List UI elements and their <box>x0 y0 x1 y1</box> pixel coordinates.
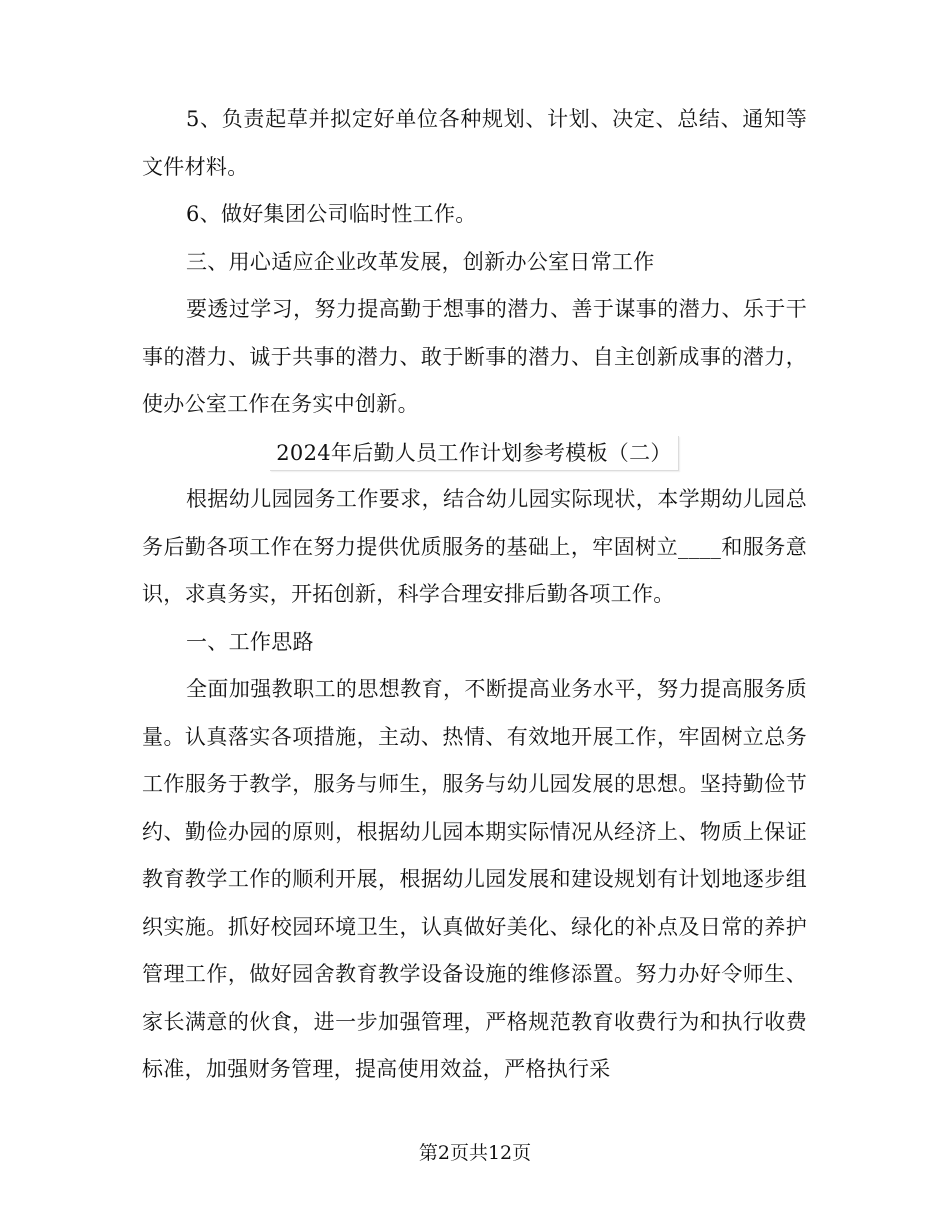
section-title-wrapper <box>142 429 807 477</box>
section-title: 2024年后勤人员工作计划参考模板（二） <box>270 436 678 471</box>
paragraph-study: 要透过学习，努力提高勤于想事的潜力、善于谋事的潜力、乐于干事的潜力、诚于共事的潜力、敢于断事的潜力、自主创新成事的潜力，使办公室工作在务实中创新。 <box>142 297 807 416</box>
paragraph-heading-three: 三、用心适应企业改革发展，创新办公室日常工作 <box>186 249 655 274</box>
page-number: 第2页共12页 <box>418 1142 532 1164</box>
paragraph-item-6: 6、做好集团公司临时性工作。 <box>186 202 477 226</box>
paragraph-work-approach: 全面加强教职工的思想教育，不断提高业务水平，努力提高服务质量。认真落实各项措施，主动、热情、有效地开展工作，牢固树立总务工作服务于教学，服务与师生，服务与幼儿园发展的思想。坚持勤俭节约、勤俭办园的原则，根据幼儿园本期实际情况从经济上、物质上保证教育教学工作的顺利开展，根据幼儿园发展和建设规划有计划地逐步组织实施。抓好校园环境卫生，认真做好美化、绿化的补点及日常的养护管理工作，做好园舍教育教学设备设施的维修添置。努力办好令师生、家长满意的伙食，进一步加强管理，严格规范教育收费行为和执行收费标准，加强财务管理，提高使用效益，严格执行采 <box>142 677 807 1081</box>
document-body <box>142 96 807 1094</box>
paragraph-item-5: 5、负责起草并拟定好单位各种规划、计划、决定、总结、通知等文件材料。 <box>142 107 807 179</box>
paragraph-intro: 根据幼儿园园务工作要求，结合幼儿园实际现状，本学期幼儿园总务后勤各项工作在努力提供优质服务的基础上，牢固树立____和服务意识，求真务实，开拓创新，科学合理安排后勤各项工作。 <box>142 487 807 606</box>
paragraph-heading-one: 一、工作思路 <box>186 629 314 654</box>
